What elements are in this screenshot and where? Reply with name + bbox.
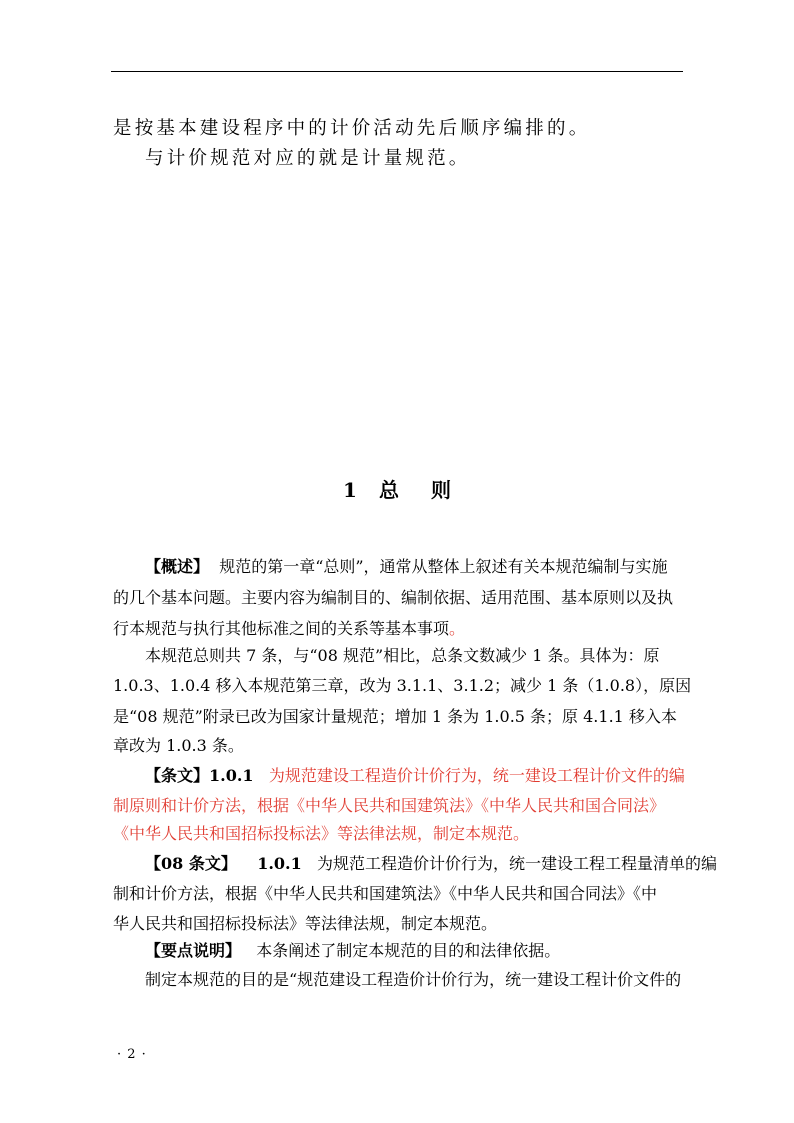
clause08-number: 1.0.1 <box>257 854 302 873</box>
clause08-line-1 <box>113 854 718 874</box>
chapter-number: 1 <box>343 478 357 502</box>
overview-line-2: 的几个基本问题。主要内容为编制目的、编制依据、适用范围、基本原则以及执 <box>113 588 674 607</box>
chapter-title <box>0 474 794 503</box>
header-rule <box>111 71 683 72</box>
overview-text-3: 行本规范与执行其他标准之间的关系等基本事项 <box>113 619 450 638</box>
overview-line-1 <box>113 557 715 577</box>
summary-line-4: 章改为 1.0.3 条。 <box>113 736 244 755</box>
overview-line-end: 。 <box>449 619 466 638</box>
overview-label: 【概述】 <box>145 557 210 576</box>
clause08-line-3: 华人民共和国招标投标法》等法律法规，制定本规范。 <box>113 914 498 933</box>
overview-text-1: 规范的第一章“总则”，通常从整体上叙述有关本规范编制与实施 <box>219 557 668 576</box>
clause-line-1 <box>113 766 715 786</box>
closing-line-1: 制定本规范的目的是“规范建设工程造价计价行为，统一建设工程计价文件的 <box>145 970 682 989</box>
clause-line-2: 制原则和计价方法，根据《中华人民共和国建筑法》《中华人民共和国合同法》 <box>113 796 666 815</box>
key-points-label: 【要点说明】 <box>145 941 242 960</box>
clause-text-1: 为规范建设工程造价计价行为，统一建设工程计价文件的编 <box>268 766 685 785</box>
summary-line-1: 本规范总则共 7 条，与“08 规范”相比，总条文数减少 1 条。具体为：原 <box>145 646 660 665</box>
intro-line-1: 是按基本建设程序中的计价活动先后顺序编排的。 <box>113 118 591 139</box>
clause-label: 【条文】 <box>145 766 210 785</box>
key-points-text: 本条阐述了制定本规范的目的和法律依据。 <box>256 941 561 960</box>
intro-line-2: 与计价规范对应的就是计量规范。 <box>145 148 471 169</box>
summary-line-3: 是“08 规范”附录已改为国家计量规范；增加 1 条为 1.0.5 条；原 4.1.1 移入本 <box>113 707 677 726</box>
clause-number: 1.0.1 <box>209 766 254 785</box>
page-number: · 2 · <box>117 1047 147 1062</box>
chapter-title-char-1: 总 <box>378 478 399 502</box>
clause08-line-2: 制和计价方法，根据《中华人民共和国建筑法》《中华人民共和国合同法》《中 <box>113 884 658 903</box>
chapter-title-char-2: 则 <box>430 478 451 502</box>
clause-line-3: 《中华人民共和国招标投标法》等法律法规，制定本规范。 <box>113 824 530 843</box>
overview-line-3 <box>113 619 683 639</box>
clause08-label: 【08 条文】 <box>145 854 237 873</box>
clause08-text-1: 为规范工程造价计价行为，统一建设工程工程量清单的编 <box>317 854 718 873</box>
key-points-line <box>113 941 715 961</box>
summary-line-2: 1.0.3、1.0.4 移入本规范第三章，改为 3.1.1、3.1.2；减少 1 条（1.0.8），原因 <box>113 676 692 695</box>
